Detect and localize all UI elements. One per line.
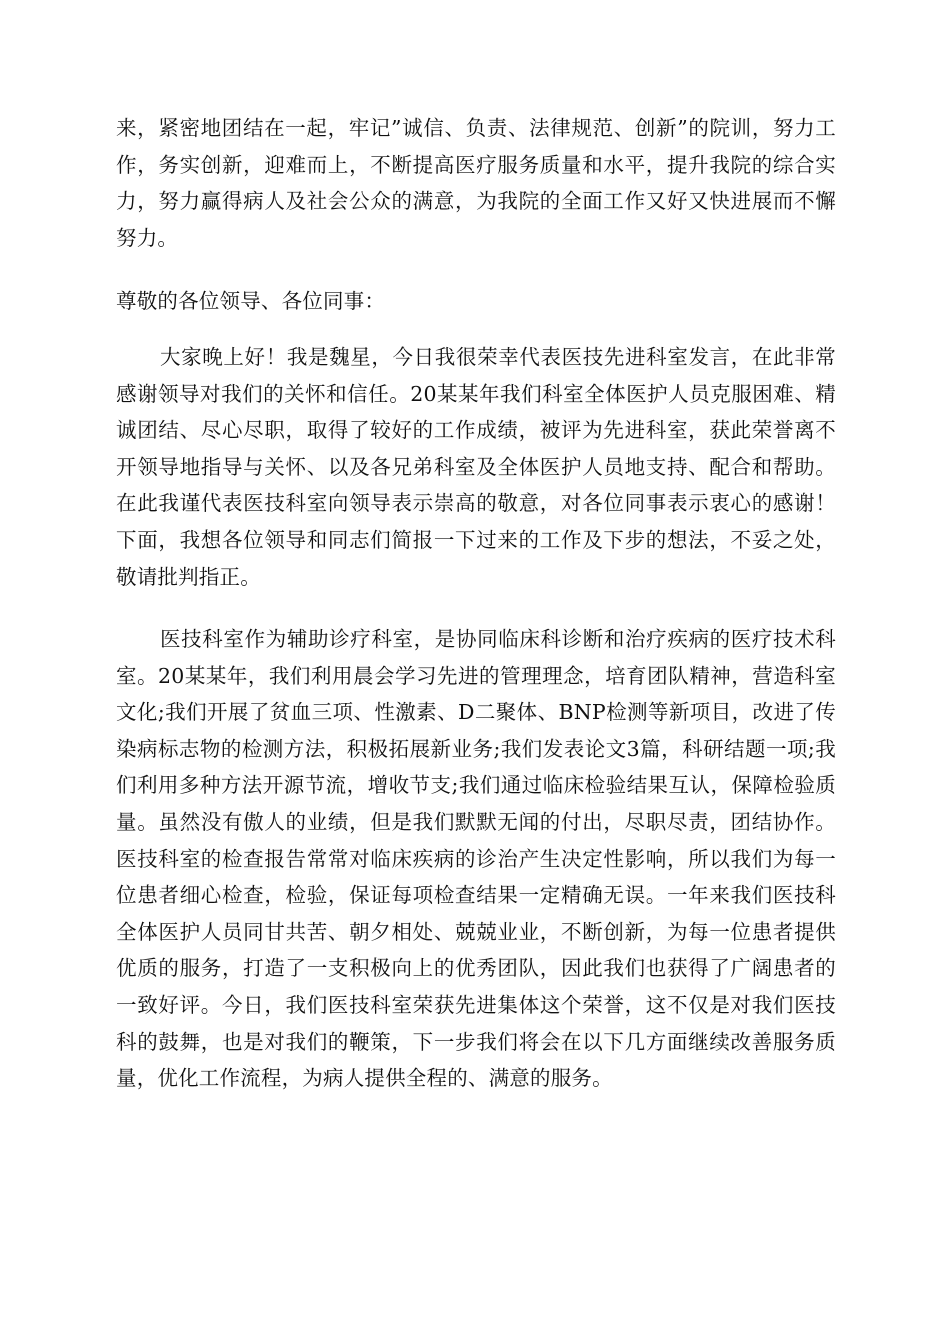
paragraph-department-work: 医技科室作为辅助诊疗科室，是协同临床科诊断和治疗疾病的医疗技术科室。20某某年，我们利用晨会学习先进的管理理念，培育团队精神，营造科室文化;我们开展了贫血三项、性激素、D二聚体、BNP检测等新项目，改进了传染病标志物的检测方法，积极拓展新业务;我们发表论文3篇，科研结题一项;我们利用多种方法开源节流，增收节支;我们通过临床检验结果互认，保障检验质量。虽然没有傲人的业绩，但是我们默默无闻的付出，尽职尽责，团结协作。医技科室的检查报告常常对临床疾病的诊治产生决定性影响，所以我们为每一位患者细心检查，检验，保证每项检查结果一定精确无误。一年来我们医技科全体医护人员同甘共苦、朝夕相处、兢兢业业，不断创新，为每一位患者提供优质的服务，打造了一支积极向上的优秀团队，因此我们也获得了广阔患者的一致好评。今日，我们医技科室荣获先进集体这个荣誉，这不仅是对我们医技科的鼓舞，也是对我们的鞭策，下一步我们将会在以下几方面继续改善服务质量，优化工作流程，为病人提供全程的、满意的服务。 <box>116 627 836 1091</box>
salutation: 尊敬的各位领导、各位同事： <box>116 289 386 313</box>
paragraph-continuation: 来，紧密地团结在一起，牢记”诚信、负责、法律规范、创新”的院训，努力工作，务实创新，迎难而上，不断提高医疗服务质量和水平，提升我院的综合实力，努力赢得病人及社会公众的满意，为我院的全面工作又好又快进展而不懈努力。 <box>116 116 836 250</box>
paragraph-greeting: 大家晚上好！我是魏星，今日我很荣幸代表医技先进科室发言，在此非常感谢领导对我们的关怀和信任。20某某年我们科室全体医护人员克服困难、精诚团结、尽心尽职，取得了较好的工作成绩，被评为先进科室，获此荣誉离不开领导地指导与关怀、以及各兄弟科室及全体医护人员地支持、配合和帮助。在此我谨代表医技科室向领导表示崇高的敬意，对各位同事表示衷心的感谢！下面，我想各位领导和同志们简报一下过来的工作及下步的想法，不妥之处，敬请批判指正。 <box>116 345 836 589</box>
